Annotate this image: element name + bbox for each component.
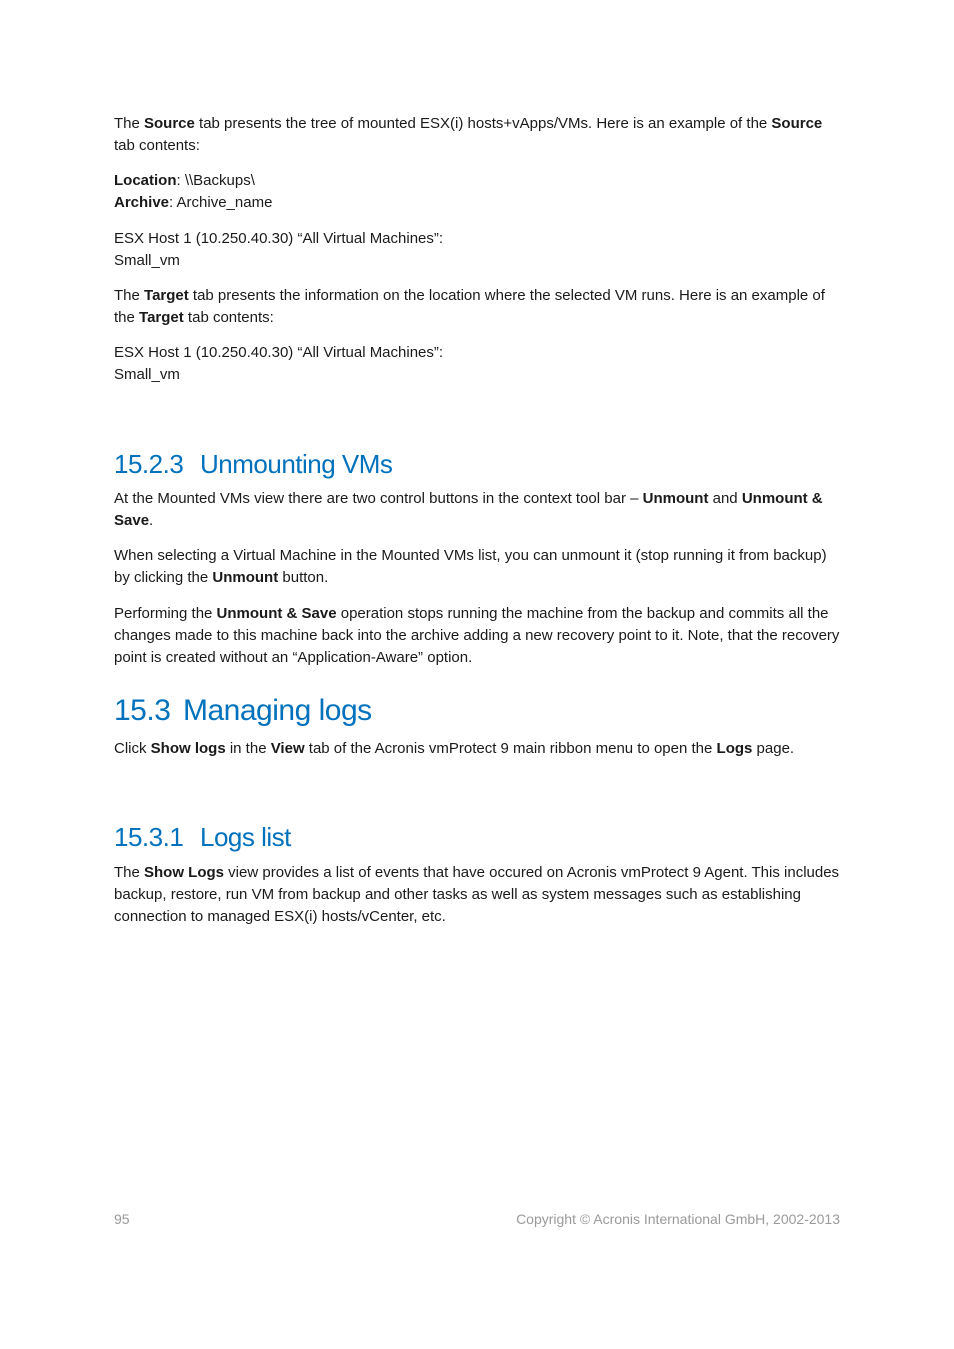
heading-unmounting-vms (114, 448, 392, 480)
bold-term: Unmount (642, 490, 709, 507)
unmount-paragraph-2 (114, 545, 842, 589)
vm-name-line: Small_vm (114, 252, 180, 269)
section-number: 15.3.1 (114, 822, 184, 852)
text: tab presents the information on the location where the selected VM runs. Here is an example of the (114, 287, 825, 326)
text: and (708, 490, 742, 507)
bold-term: Unmount & Save (216, 605, 337, 622)
archive-value: : Archive_name (169, 194, 273, 211)
section-title: Managing logs (183, 694, 372, 727)
vm-name-line: Small_vm (114, 366, 180, 383)
text: Performing the (114, 605, 217, 622)
target-tab-paragraph (114, 285, 842, 329)
managing-logs-paragraph (114, 738, 842, 760)
text: tab of the Acronis vmProtect 9 main ribbon menu to open the (304, 740, 717, 757)
bold-term: Target (144, 287, 189, 304)
heading-logs-list (114, 821, 291, 853)
location-value: : \\Backups\ (176, 172, 255, 189)
text: tab contents: (114, 137, 200, 154)
bold-term: Logs (716, 740, 753, 757)
location-label: Location (114, 172, 177, 189)
text: The (114, 115, 145, 132)
text: view provides a list of events that have occured on Acronis vmProtect 9 Agent. This includes backup, restore, run VM from backup and other tasks as well as system messages such as establishing connection to managed ESX(i) hosts/vCenter, etc. (114, 864, 840, 925)
bold-term: Source (771, 115, 823, 132)
section-number: 15.3 (114, 694, 171, 727)
bold-term: Show logs (150, 740, 226, 757)
text: Click (114, 740, 151, 757)
location-archive-block (114, 170, 842, 214)
unmount-paragraph-3 (114, 603, 842, 669)
text: page. (752, 740, 795, 757)
text: operation stops running the machine from the backup and commits all the changes made to this machine back into the archive adding a new recovery point to it. Note, that the recovery point is created without an “Application-Aware” option. (114, 605, 840, 666)
heading-managing-logs (114, 693, 372, 729)
archive-label: Archive (114, 194, 170, 211)
text: . (149, 512, 154, 529)
esx-host-line: ESX Host 1 (10.250.40.30) “All Virtual Machines”: (114, 230, 444, 247)
bold-term: View (270, 740, 305, 757)
source-tab-paragraph (114, 113, 842, 157)
bold-term: Show Logs (144, 864, 225, 881)
section-title: Unmounting VMs (200, 449, 393, 479)
text: When selecting a Virtual Machine in the Mounted VMs list, you can unmount it (stop running it from backup) by clicking the (114, 547, 827, 586)
unmount-paragraph-1 (114, 488, 842, 532)
text: The (114, 287, 145, 304)
text: The (114, 864, 145, 881)
esx-host-line: ESX Host 1 (10.250.40.30) “All Virtual Machines”: (114, 344, 444, 361)
copyright-notice: Copyright © Acronis International GmbH, 2002-2013 (516, 1211, 840, 1227)
bold-term: Unmount & Save (114, 490, 823, 529)
source-example-block (114, 228, 842, 272)
logs-list-paragraph (114, 862, 842, 928)
text: At the Mounted VMs view there are two control buttons in the context tool bar – (114, 490, 643, 507)
section-number: 15.2.3 (114, 449, 184, 479)
text: in the (225, 740, 271, 757)
text: button. (278, 569, 329, 586)
page-number: 95 (114, 1211, 130, 1227)
bold-term: Unmount (212, 569, 279, 586)
section-title: Logs list (200, 822, 291, 852)
target-example-block (114, 342, 842, 386)
bold-term: Target (139, 309, 184, 326)
bold-term: Source (144, 115, 195, 132)
text: tab contents: (183, 309, 274, 326)
text: tab presents the tree of mounted ESX(i) hosts+vApps/VMs. Here is an example of the (194, 115, 772, 132)
